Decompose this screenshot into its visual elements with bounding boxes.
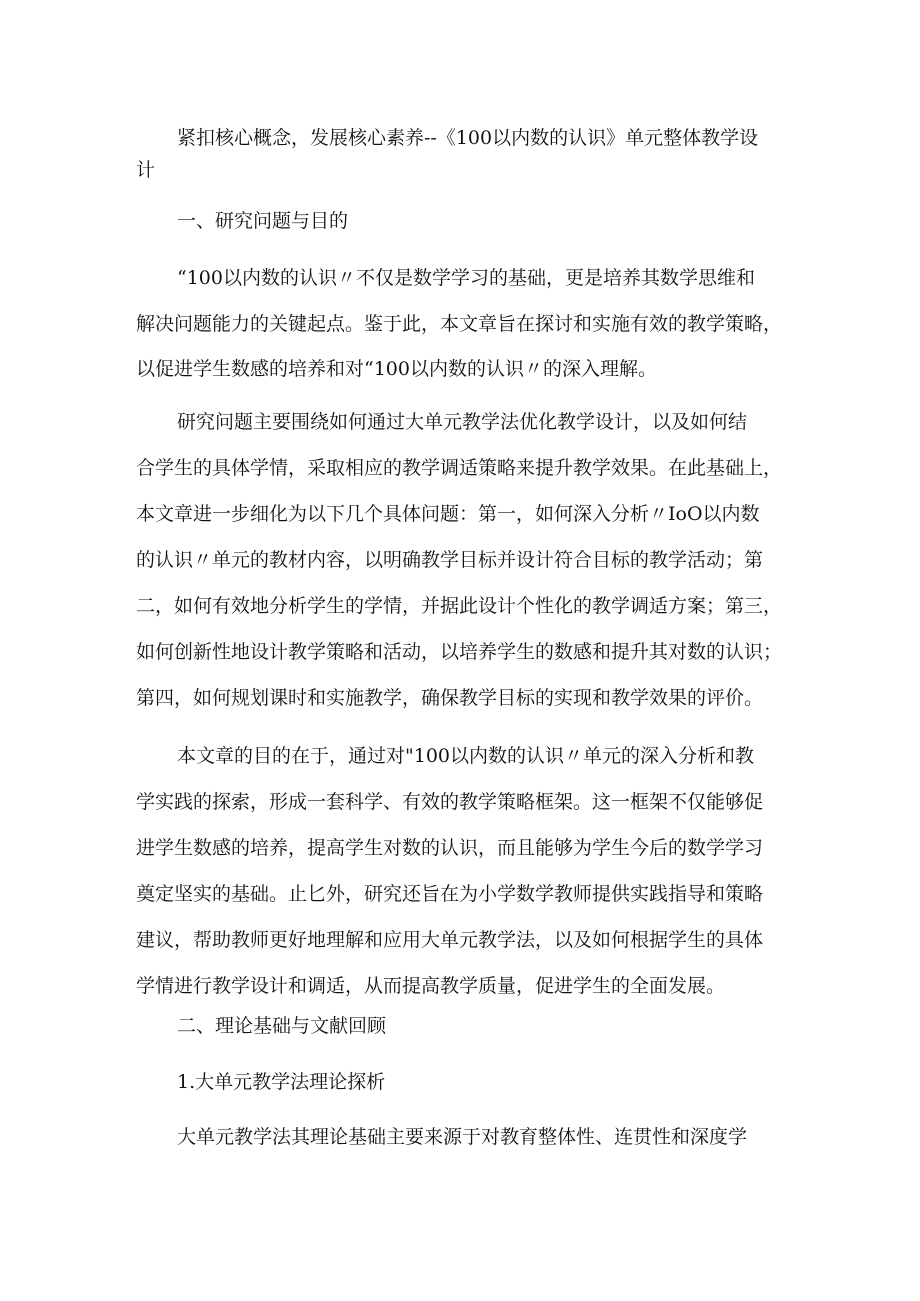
paragraph-3-line-2: 学实践的探索，形成一套科学、有效的教学策略框架。这一框架不仅能够促	[136, 791, 764, 813]
paragraph-2-line-5: 二，如何有效地分析学生的学情，并据此设计个性化的教学调适方案；第三，	[136, 595, 783, 617]
paragraph-3-line-1: 本文章的目的在于，通过对"100以内数的认识〃单元的深入分析和教	[177, 745, 755, 767]
paragraph-3-line-5: 建议，帮助教师更好地理解和应用大单元教学法，以及如何根据学生的具体	[136, 929, 764, 951]
paragraph-2-line-7: 第四，如何规划课时和实施教学，确保教学目标的实现和教学效果的评价。	[136, 687, 764, 709]
paragraph-1-line-3: 以促进学生数感的培养和对“100以内数的认识〃的深入理解。	[136, 358, 657, 380]
paragraph-4-line-1: 大单元教学法其理论基础主要来源于对教育整体性、连贯性和深度学	[177, 1126, 748, 1148]
paragraph-2-line-6: 如何创新性地设计教学策略和活动，以培养学生的数感和提升其对数的认识；	[136, 641, 783, 663]
paragraph-2-line-1: 研究问题主要围绕如何通过大单元教学法优化教学设计，以及如何结	[177, 411, 748, 433]
title-line-1: 紧扣核心概念，发展核心素养--《100以内数的认识》单元整体教学设	[177, 127, 759, 149]
paragraph-3-line-6: 学情进行教学设计和调适，从而提高教学质量，促进学生的全面发展。	[136, 975, 726, 997]
paragraph-1-line-2: 解决问题能力的关键起点。鉴于此，本文章旨在探讨和实施有效的教学策略，	[136, 313, 783, 335]
paragraph-3-line-3: 进学生数感的培养，提高学生对数的认识，而且能够为学生今后的数学学习	[136, 837, 764, 859]
title-line-2: 计	[136, 159, 156, 181]
paragraph-1-line-1: “100以内数的认识〃不仅是数学学习的基础，更是培养其数学思维和	[177, 267, 755, 289]
section-heading-1: 一、研究问题与目的	[177, 210, 349, 232]
paragraph-2-line-4: 的认识〃单元的教材内容，以明确教学目标并设计符合目标的教学活动；第	[136, 549, 764, 571]
paragraph-2-line-2: 合学生的具体学情，采取相应的教学调适策略来提升教学效果。在此基础上，	[136, 457, 783, 479]
paragraph-2-line-3: 本文章进一步细化为以下几个具体问题：第一，如何深入分析〃IoO以内数	[136, 503, 760, 525]
paragraph-3-line-4: 奠定坚实的基础。止匕外，研究还旨在为小学数学教师提供实践指导和策略	[136, 883, 764, 905]
section-heading-2: 二、理论基础与文献回顾	[177, 1015, 387, 1037]
subsection-heading-1: 1.大单元教学法理论探析	[177, 1071, 386, 1093]
